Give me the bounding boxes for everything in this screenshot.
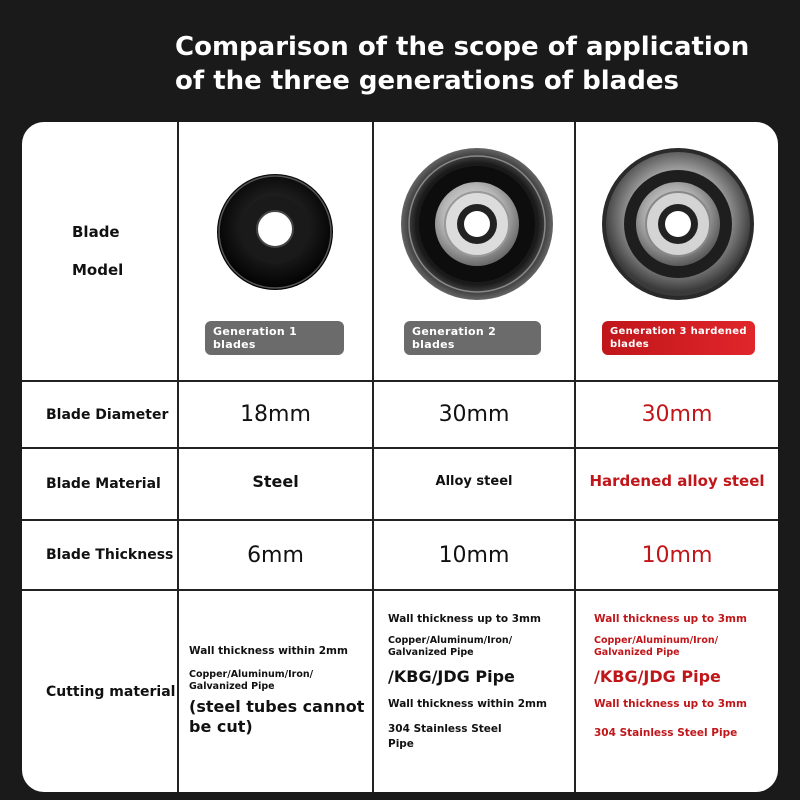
diameter-gen1: 18mm <box>240 402 311 427</box>
row-label-thickness: Blade Thickness <box>46 547 174 563</box>
gen1-wall: Wall thickness within 2mm <box>189 645 348 657</box>
gen3-kbg: /KBG/JDG Pipe <box>594 667 721 686</box>
generation-2-blade-icon <box>399 146 555 302</box>
generation-1-blade-icon <box>215 172 335 292</box>
cutting-gen2 <box>388 612 570 752</box>
diameter-gen3: 30mm <box>641 402 713 427</box>
generation-3-blade-icon <box>600 146 756 302</box>
row-label-diameter: Blade Diameter <box>46 406 169 423</box>
label-blade: Blade <box>72 223 120 241</box>
gen2-wall2: Wall thickness within 2mm <box>388 698 547 710</box>
gen3-pipe: Copper/Aluminum/Iron/ Galvanized Pipe <box>594 635 719 658</box>
badge-generation-1: Generation 1 blades <box>205 321 344 355</box>
gen2-wall: Wall thickness up to 3mm <box>388 613 541 625</box>
gen3-wall2: Wall thickness up to 3mm <box>594 698 747 710</box>
row-label-material: Blade Material <box>46 476 161 492</box>
gen2-ss: 304 Stainless Steel Pipe <box>388 723 502 750</box>
page-title: Comparison of the scope of application of the three generations of blades <box>175 32 750 96</box>
gen2-kbg: /KBG/JDG Pipe <box>388 667 515 686</box>
gen1-pipe: Copper/Aluminum/Iron/ Galvanized Pipe <box>189 669 314 692</box>
gen1-note: (steel tubes cannot be cut) <box>189 697 365 736</box>
material-gen2: Alloy steel <box>435 473 513 489</box>
diameter-gen2: 30mm <box>438 402 510 427</box>
gen3-wall: Wall thickness up to 3mm <box>594 613 747 625</box>
row-label-cutting: Cutting material <box>46 683 176 700</box>
gen2-pipe: Copper/Aluminum/Iron/ Galvanized Pipe <box>388 635 513 658</box>
comparison-table <box>22 122 778 792</box>
thickness-gen1: 6mm <box>247 542 304 568</box>
row-label-model <box>22 122 177 380</box>
material-gen1: Steel <box>252 471 299 491</box>
gen3-ss: 304 Stainless Steel Pipe <box>594 727 738 739</box>
thickness-gen3: 10mm <box>641 542 713 568</box>
label-model: Model <box>72 261 124 279</box>
thickness-gen2: 10mm <box>438 542 510 568</box>
badge-generation-3: Generation 3 hardened blades <box>602 321 755 355</box>
badge-generation-2: Generation 2 blades <box>404 321 541 355</box>
cutting-gen1 <box>189 644 369 737</box>
material-gen3: Hardened alloy steel <box>589 472 765 490</box>
cutting-gen3 <box>594 612 776 741</box>
